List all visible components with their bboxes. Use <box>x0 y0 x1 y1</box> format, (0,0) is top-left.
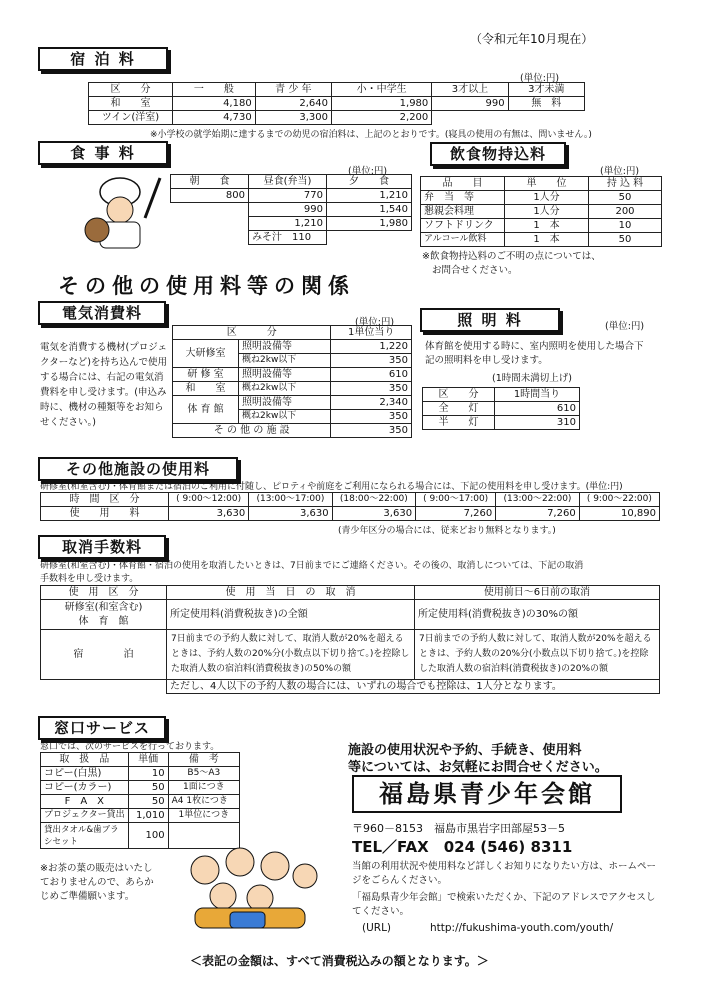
facilities-slot: (13:00～17:00) <box>249 493 332 507</box>
meals-unit: (単位:円) <box>348 166 388 177</box>
date-note: （令和元年10月現在） <box>470 32 594 46</box>
lighting-cell: 半 灯 <box>423 416 495 430</box>
window-note: ※お茶の葉の販売はいたしておりませんので、あらかじめご準備願います。 <box>40 863 154 902</box>
electric-header: 区 分 <box>173 326 331 340</box>
food-bring-header: 持 込 料 <box>589 177 662 191</box>
meals-header: 朝 食 <box>171 175 249 189</box>
electric-desc: 電気を消費する機材(プロジェクターなど)を持ち込んで使用する場合には、右記の電気消費料を申し受けます。(申込み時に、機材の種類等をお知らせください。) <box>40 342 168 428</box>
electric-title: 電気消費料 <box>38 301 166 325</box>
lodging-cell: 2,200 <box>332 111 432 125</box>
address: 〒960－8153 福島市黒岩字田部屋53－5 <box>352 822 565 835</box>
cancel-label-line: 研修室(和室含む) <box>64 601 143 613</box>
facilities-slot: (18:00～22:00) <box>332 493 415 507</box>
contact-info: 「福島県青少年会館」で検索いただくか、下記のアドレスでアクセスしてください。 <box>352 892 656 917</box>
cancel-cell: 所定使用料(消費税抜き)の全額 <box>167 600 415 630</box>
facilities-fee: 7,260 <box>496 507 579 521</box>
window-cell: F A X <box>41 795 129 809</box>
window-desc: 窓口では、次のサービスを行っております。 <box>40 742 220 752</box>
window-cell: 10 <box>128 767 168 781</box>
cancel-desc: 手数料を申し受けます。 <box>40 574 139 584</box>
cancel-header: 使用前日～6日前の取消 <box>415 586 660 600</box>
food-bring-cell: 200 <box>589 205 662 219</box>
window-cell: コピー(白黒) <box>41 767 129 781</box>
lighting-cell: 610 <box>495 402 580 416</box>
lighting-desc: 体育館を使用する時に、室内照明を使用した場合下記の照明料を申し受けます。 <box>425 341 644 366</box>
lodging-header: 3才以上 <box>432 83 508 97</box>
contact-headline: 施設の使用状況や予約、手続き、使用料 <box>348 743 582 758</box>
electric-header: 1単位当り <box>331 326 412 340</box>
electric-cell: 2,340 <box>331 396 412 410</box>
meals-cell: 1,980 <box>327 217 412 231</box>
lodging-note: ※小学校の就学始期に達するまでの幼児の宿泊料は、上記のとおりです。(寝具の使用の有無は、問いません。) <box>150 130 592 140</box>
meals-cell: 770 <box>249 189 327 203</box>
facilities-slot: ( 9:00～17:00) <box>416 493 496 507</box>
electric-cell: 和 室 <box>173 382 239 396</box>
food-bring-cell: 1人分 <box>505 205 589 219</box>
facilities-slot: ( 9:00～12:00) <box>169 493 249 507</box>
cancel-header: 使 用 当 日 の 取 消 <box>167 586 415 600</box>
cancel-label-line: 体 育 館 <box>78 615 129 627</box>
facilities-fee: 10,890 <box>579 507 659 521</box>
window-cell: 100 <box>128 823 168 849</box>
food-bring-cell: 1 本 <box>505 233 589 247</box>
meals-header: 夕 食 <box>327 175 412 189</box>
tel-fax: TEL／FAX 024 (546) 8311 <box>352 838 573 856</box>
lighting-table <box>422 387 580 430</box>
lodging-unit: (単位:円) <box>520 73 560 84</box>
facilities-desc: 研修室(和室含む)・体育館または宿泊のご利用に付随し、ピロティや前庭をご利用になられる場合には、下記の使用料を申し受けます。(単位:円) <box>40 482 623 492</box>
meals-table <box>170 174 412 245</box>
cancel-title: 取消手数料 <box>38 535 166 559</box>
food-bring-cell: 50 <box>589 191 662 205</box>
homepage-link[interactable]: http://fukushima-youth.com/youth/ <box>430 922 614 934</box>
contact-info: 当館の利用状況や使用料など詳しくお知りになりたい方は、ホームページをごらんください。 <box>352 861 657 886</box>
food-bring-note: ※飲食物持込料のご不明の点については、 <box>422 251 601 262</box>
electric-unit: (単位:円) <box>355 317 395 328</box>
window-cell: 50 <box>128 795 168 809</box>
cancel-header: 使 用 区 分 <box>41 586 167 600</box>
cancel-row-label: 宿 泊 <box>41 630 167 680</box>
window-cell: プロジェクター貸出 <box>41 809 129 823</box>
meals-cell: 1,540 <box>327 203 412 217</box>
chef-illustration <box>75 170 170 250</box>
facilities-fee: 3,630 <box>249 507 332 521</box>
electric-cell: 概ね2kw以下 <box>239 382 331 396</box>
facilities-title: その他施設の使用料 <box>38 457 238 481</box>
electric-cell: 体 育 館 <box>173 396 239 424</box>
meals-cell: みそ汁 110 <box>249 231 327 245</box>
footer-note: ＜表記の金額は、すべて消費税込みの額となります。＞ <box>190 954 489 968</box>
lodging-header: 青 少 年 <box>255 83 331 97</box>
electric-cell: 大研修室 <box>173 340 239 368</box>
food-bring-cell: 懇親会料理 <box>421 205 505 219</box>
electric-cell: 610 <box>331 368 412 382</box>
electric-cell: 350 <box>331 410 412 424</box>
electric-cell: 概ね2kw以下 <box>239 410 331 424</box>
lodging-header: 区 分 <box>89 83 173 97</box>
window-cell: A4 1枚につき <box>168 795 239 809</box>
window-header: 備 考 <box>168 753 239 767</box>
food-bring-cell: 50 <box>589 233 662 247</box>
window-table <box>40 752 240 849</box>
cancel-cell: 7日前までの予約人数に対して、取消人数が20%を超えるときは、予約人数の20%分(小数点以下切り捨て。)を控除した取消人数の宿泊料(消費税抜き)の50%の額 <box>167 630 415 680</box>
contact-headline: 等については、お気軽にお問合せください。 <box>348 760 608 775</box>
facilities-fee: 3,630 <box>332 507 415 521</box>
lodging-cell: 4,730 <box>173 111 256 125</box>
electric-cell: 概ね2kw以下 <box>239 354 331 368</box>
people-illustration <box>175 840 325 930</box>
facilities-slot: ( 9:00～22:00) <box>579 493 659 507</box>
meals-cell: 800 <box>171 189 249 203</box>
window-title: 窓口サービス <box>38 716 166 740</box>
food-bring-cell: ソフトドリンク <box>421 219 505 233</box>
org-logo: 福島県青少年会館 <box>352 775 622 813</box>
other-fees-title: その他の使用料等の関係 <box>58 274 355 298</box>
electric-cell: そ の 他 の 施 設 <box>173 424 331 438</box>
cancel-cell: 7日前までの予約人数に対して、取消人数が20%を超えるときは、予約人数の20%分(小数点以下切り捨て。)を控除した取消人数の宿泊料(消費税抜き)の20%の額 <box>415 630 660 680</box>
window-cell: 1面につき <box>168 781 239 795</box>
window-header: 取 扱 品 <box>41 753 129 767</box>
food-bring-header: 単 位 <box>505 177 589 191</box>
lighting-cell: 310 <box>495 416 580 430</box>
window-cell: 貸出タオル&歯ブラシセット <box>41 823 129 849</box>
lighting-title: 照 明 料 <box>420 308 560 332</box>
lodging-cell: 3,300 <box>255 111 331 125</box>
food-bring-cell: 1 本 <box>505 219 589 233</box>
cancel-desc: 研修室(和室含む)・体育館・宿泊の使用を取消したいときは、7日前までにご連絡ください。その後の、取消しについては、下記の取消 <box>40 561 584 571</box>
electric-table <box>172 325 412 438</box>
food-bring-cell: 弁 当 等 <box>421 191 505 205</box>
lodging-cell: 990 <box>432 97 508 111</box>
facilities-table <box>40 492 660 521</box>
meals-title: 食 事 料 <box>38 141 168 165</box>
lighting-unit: (単位:円) <box>605 321 645 332</box>
cancel-cell: 所定使用料(消費税抜き)の30%の額 <box>415 600 660 630</box>
facilities-header: 時 間 区 分 <box>41 493 169 507</box>
facilities-slot: (13:00～22:00) <box>496 493 579 507</box>
electric-cell: 350 <box>331 382 412 396</box>
lodging-cell: 無 料 <box>508 97 584 111</box>
meals-cell: 1,210 <box>327 189 412 203</box>
lighting-subnote: (1時間未満切上げ) <box>492 373 572 384</box>
window-cell: コピー(カラー) <box>41 781 129 795</box>
lodging-title: 宿 泊 料 <box>38 47 168 71</box>
lodging-cell: 和 室 <box>89 97 173 111</box>
food-bring-note: お問合せください。 <box>432 265 518 276</box>
lodging-cell: 2,640 <box>255 97 331 111</box>
facilities-fee: 3,630 <box>169 507 249 521</box>
food-bring-cell: アルコール飲料 <box>421 233 505 247</box>
window-cell: 1,010 <box>128 809 168 823</box>
facilities-fee: 7,260 <box>416 507 496 521</box>
lodging-header: 3才未満 <box>508 83 584 97</box>
window-cell: 1単位につき <box>168 809 239 823</box>
window-header: 単価 <box>128 753 168 767</box>
cancel-table <box>40 585 660 694</box>
facilities-note: (青少年区分の場合には、従来どおり無料となります。) <box>338 526 556 536</box>
lodging-cell: 4,180 <box>173 97 256 111</box>
lighting-header: 区 分 <box>423 388 495 402</box>
electric-cell: 照明設備等 <box>239 340 331 354</box>
cancel-row-label <box>41 600 167 630</box>
food-bring-title: 飲食物持込料 <box>430 142 566 166</box>
electric-cell: 研 修 室 <box>173 368 239 382</box>
cancel-cell: ただし、4人以下の予約人数の場合には、いずれの場合でも控除は、1人分となります。 <box>167 680 660 694</box>
food-bring-table <box>420 176 662 247</box>
lighting-cell: 全 灯 <box>423 402 495 416</box>
lodging-table <box>88 82 585 125</box>
lodging-cell: 1,980 <box>332 97 432 111</box>
food-bring-cell: 1人分 <box>505 191 589 205</box>
electric-cell: 照明設備等 <box>239 368 331 382</box>
lodging-header: 小・中学生 <box>332 83 432 97</box>
food-bring-unit: (単位:円) <box>600 166 640 177</box>
electric-cell: 1,220 <box>331 340 412 354</box>
url-label: (URL) <box>362 922 392 934</box>
lighting-header: 1時間当り <box>495 388 580 402</box>
meals-header: 昼食(弁当) <box>249 175 327 189</box>
food-bring-cell: 10 <box>589 219 662 233</box>
electric-cell: 350 <box>331 354 412 368</box>
window-cell: 50 <box>128 781 168 795</box>
facilities-row-label: 使 用 料 <box>41 507 169 521</box>
meals-cell: 1,210 <box>249 217 327 231</box>
meals-cell: 990 <box>249 203 327 217</box>
window-cell: B5～A3 <box>168 767 239 781</box>
electric-cell: 照明設備等 <box>239 396 331 410</box>
lodging-header: 一 般 <box>173 83 256 97</box>
food-bring-header: 品 目 <box>421 177 505 191</box>
lodging-cell: ツイン(洋室) <box>89 111 173 125</box>
electric-cell: 350 <box>331 424 412 438</box>
